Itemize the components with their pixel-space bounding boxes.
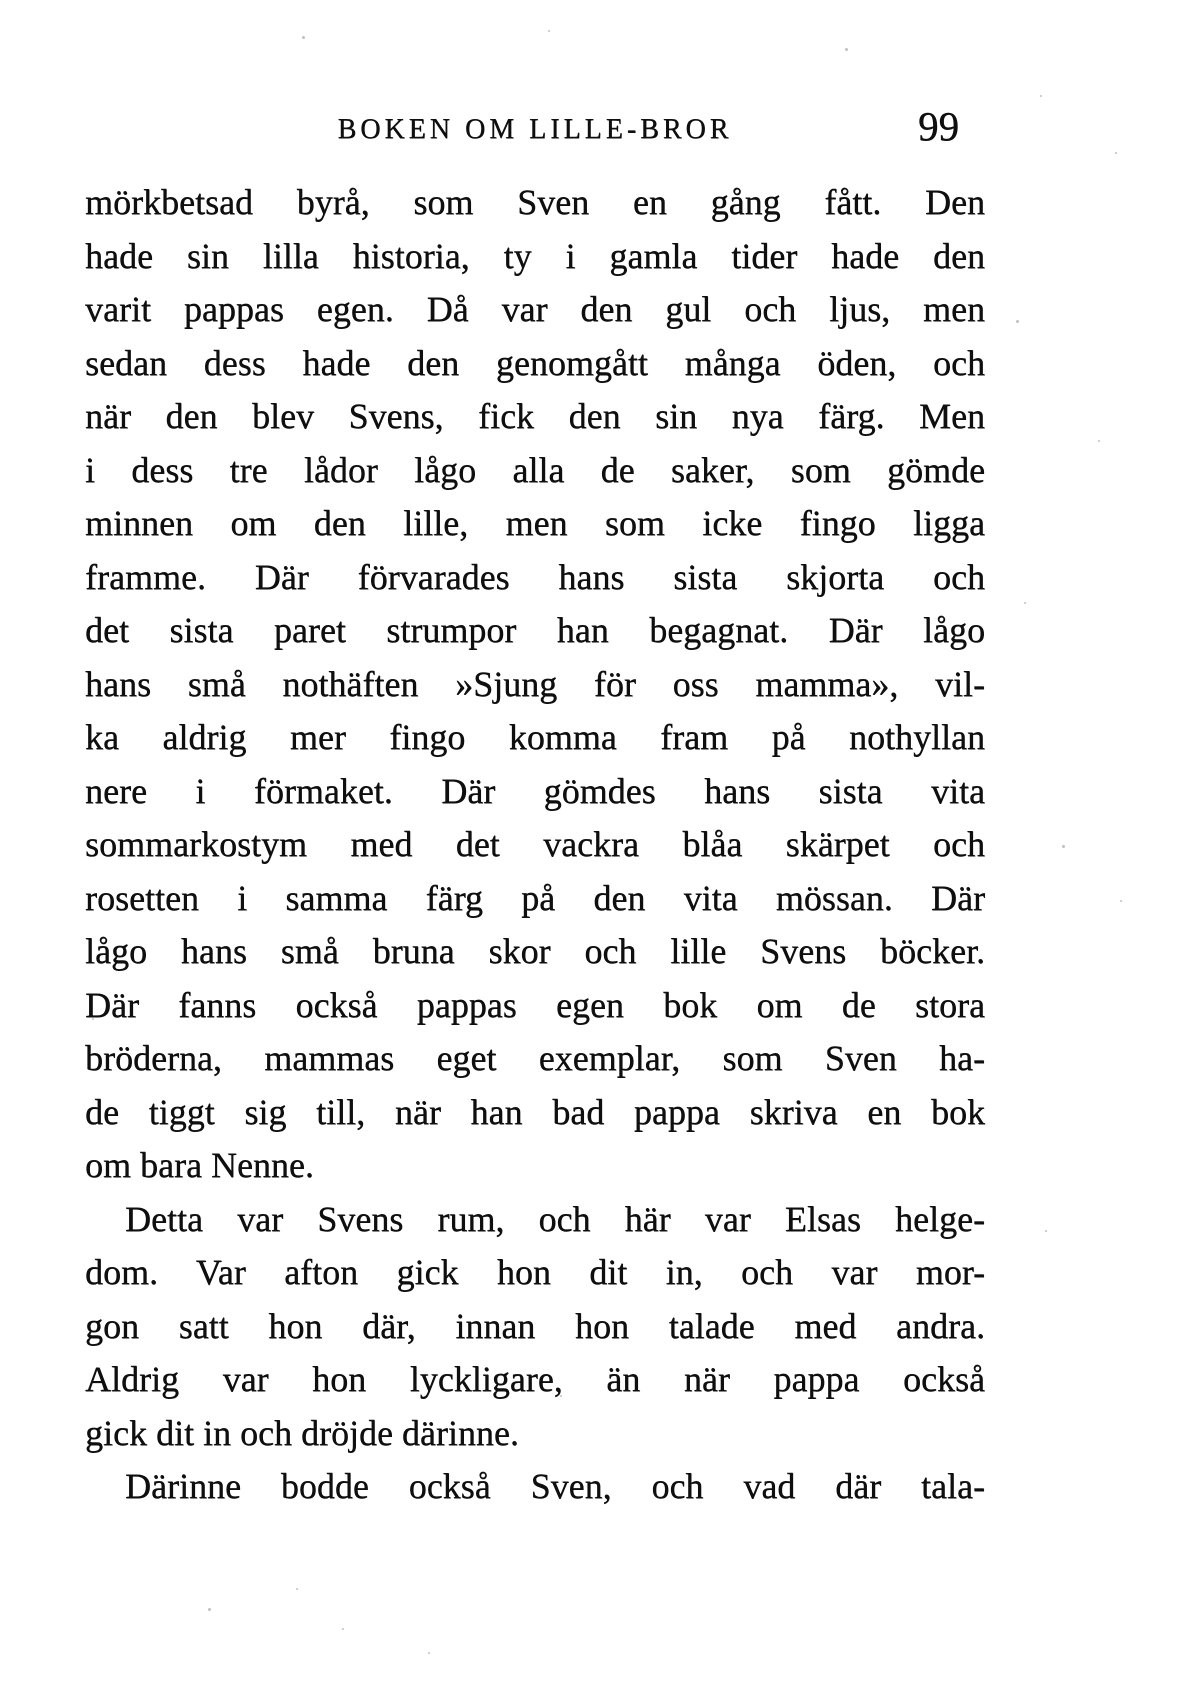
scan-speck [208, 1608, 211, 1611]
page-header [85, 103, 985, 156]
page-number: 99 [918, 103, 959, 149]
text-line: gick dit in och dröjde därinne. [85, 1412, 519, 1453]
scan-speck [1062, 845, 1065, 848]
text-line: det sista paret strumpor han begagnat. Där lågo [85, 610, 985, 650]
text-line: sommarkostym med det vackra blåa skärpet och [85, 824, 985, 864]
scan-speck [1024, 602, 1026, 604]
text-line: gon satt hon där, innan hon talade med andra. [85, 1305, 985, 1346]
body-text [85, 176, 985, 1514]
text-line: i dess tre lådor lågo alla de saker, som gömde [85, 449, 985, 490]
text-line: de tiggt sig till, när han bad pappa skriva en bok [85, 1091, 985, 1132]
text-line: lågo hans små bruna skor och lille Svens böcker. [85, 931, 985, 971]
text-line: om bara Nenne. [85, 1145, 314, 1185]
running-title: BOKEN OM LILLE-BROR [337, 114, 733, 145]
text-line: hade sin lilla historia, ty i gamla tider hade den [85, 235, 985, 276]
text-line: mörkbetsad byrå, som Sven en gång fått. Den [85, 182, 985, 222]
text-line: framme. Där förvarades hans sista skjorta och [85, 556, 985, 597]
text-line: nere i förmaket. Där gömdes hans sista vita [85, 770, 985, 811]
text-line: hans små nothäften »Sjung för oss mamma», vil- [85, 663, 985, 704]
text-line: sedan dess hade den genomgått många öden, och [85, 342, 985, 383]
scan-speck [296, 1588, 298, 1590]
scan-speck [302, 36, 305, 39]
text-line: rosetten i samma färg på den vita mössan. Där [85, 877, 985, 918]
scan-speck [548, 30, 550, 32]
scan-speck [1098, 440, 1100, 442]
scan-speck [1040, 95, 1042, 97]
text-line: Detta var Svens rum, och här var Elsas helge- [125, 1198, 985, 1239]
text-line: Aldrig var hon lyckligare, än när pappa också [85, 1359, 985, 1399]
scan-speck [845, 48, 848, 51]
scan-speck [1120, 900, 1122, 902]
scan-speck [1045, 1230, 1047, 1232]
text-line: Där fanns också pappas egen bok om de stora [85, 984, 985, 1025]
text-line: varit pappas egen. Då var den gul och ljus, men [85, 289, 985, 329]
scan-speck [1115, 152, 1117, 154]
text-line: dom. Var afton gick hon dit in, och var mor- [85, 1252, 985, 1292]
scan-speck [342, 1628, 344, 1630]
text-line: när den blev Svens, fick den sin nya färg. Men [85, 396, 985, 436]
scan-speck [1016, 320, 1019, 323]
scan-speck [428, 1652, 430, 1654]
text-line: minnen om den lille, men som icke fingo ligga [85, 503, 985, 543]
text-line: bröderna, mammas eget exemplar, som Sven ha- [85, 1038, 985, 1078]
text-line: ka aldrig mer fingo komma fram på nothyllan [85, 717, 985, 757]
text-line: Därinne bodde också Sven, och vad där tala- [125, 1466, 985, 1506]
